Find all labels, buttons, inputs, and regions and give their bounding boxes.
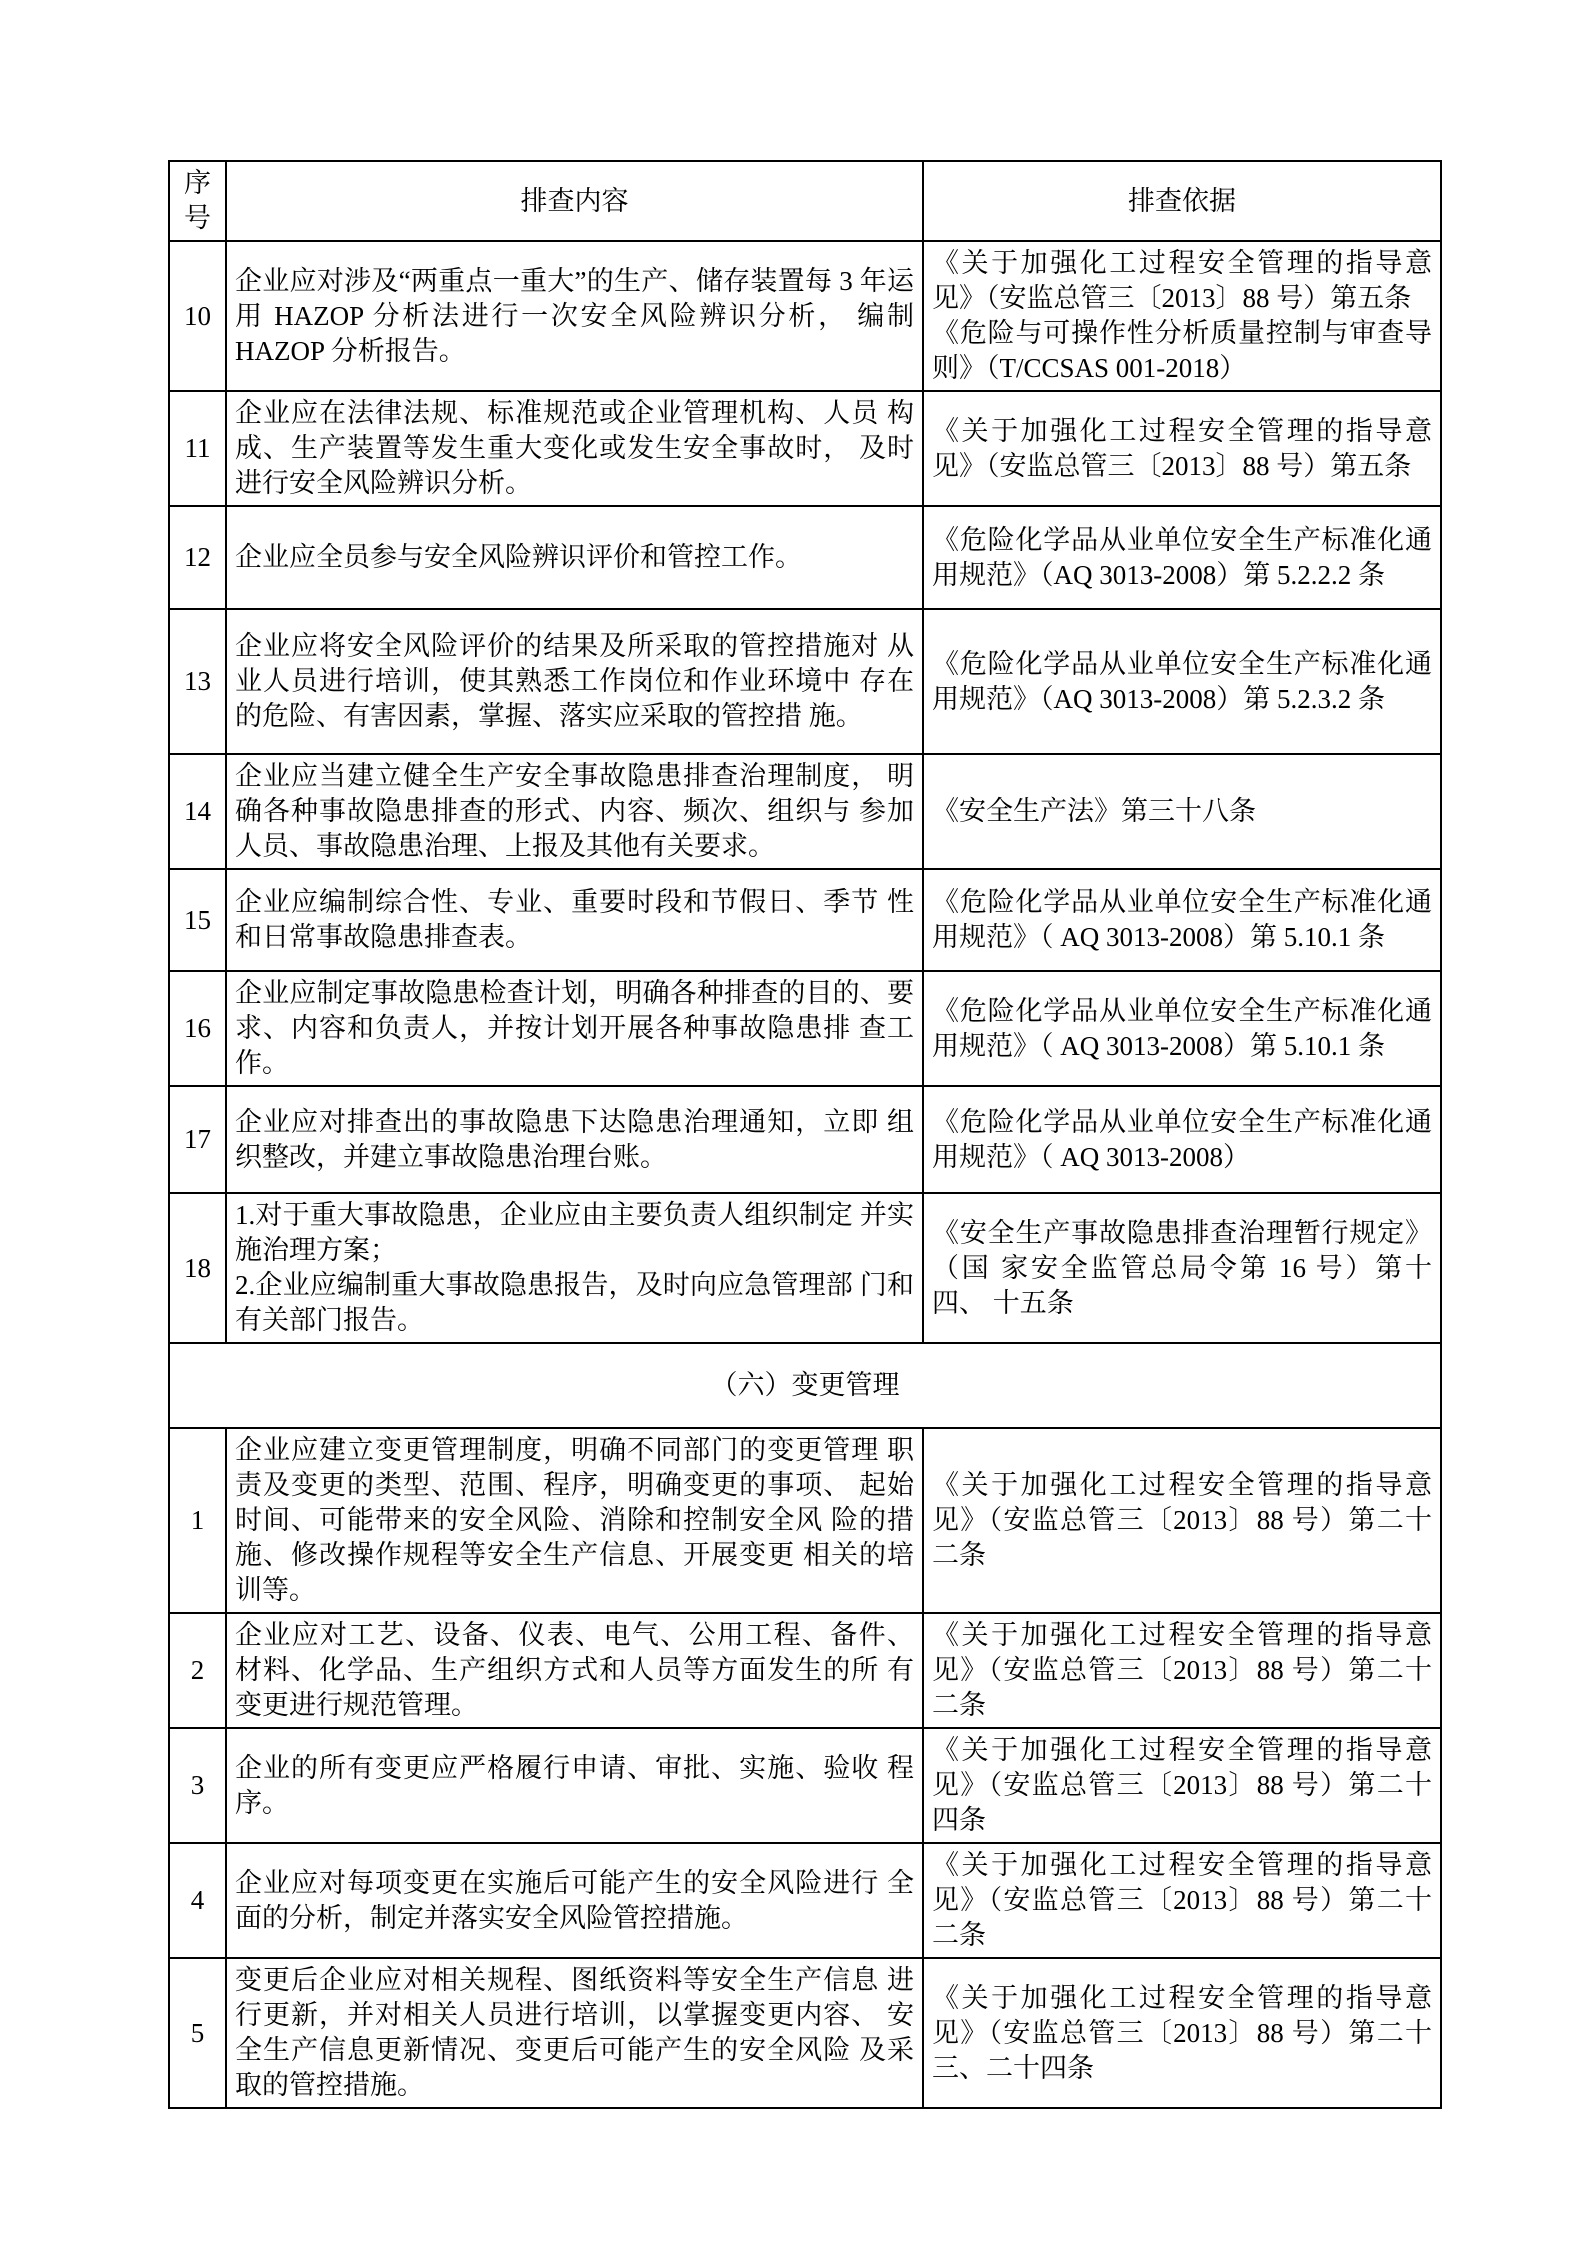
- table-row: [169, 1193, 1441, 1343]
- table-row: [169, 1086, 1441, 1193]
- basis-paragraph: 《关于加强化工过程安全管理的指导意 见》（安监总管三〔2013〕88 号）第二十 二条: [932, 1850, 1432, 1950]
- basis-paragraph: 《危险化学品从业单位安全生产标准化通 用规范》（ AQ 3013-2008）第 5.10.1 条: [932, 995, 1432, 1061]
- basis-paragraph: 《安全生产法》第三十八条: [932, 796, 1256, 826]
- row-content: 企业应对工艺、设备、仪表、电气、公用工程、备件、 材料、化学品、生产组织方式和人员等方面发生的所 有变更进行规范管理。: [226, 1613, 923, 1728]
- row-basis: [923, 241, 1441, 391]
- table-row: [169, 1428, 1441, 1613]
- table-row: [169, 609, 1441, 754]
- row-basis: [923, 971, 1441, 1086]
- row-content: 企业应在法律法规、标准规范或企业管理机构、人员 构成、生产装置等发生重大变化或发生安全事故时， 及时进行安全风险辨识分析。: [226, 391, 923, 506]
- row-content: 企业应将安全风险评价的结果及所采取的管控措施对 从业人员进行培训，使其熟悉工作岗位和作业环境中 存在的危险、有害因素，掌握、落实应采取的管控措 施。: [226, 609, 923, 754]
- row-number: 3: [169, 1728, 226, 1843]
- row-content: 企业应当建立健全生产安全事故隐患排查治理制度， 明确各种事故隐患排查的形式、内容、频次、组织与 参加人员、事故隐患治理、上报及其他有关要求。: [226, 754, 923, 869]
- row-basis: [923, 1086, 1441, 1193]
- row-number: 14: [169, 754, 226, 869]
- basis-paragraph: 《危险化学品从业单位安全生产标准化通 用规范》（AQ 3013-2008）第 5.2.3.2 条: [932, 648, 1432, 714]
- content-paragraph: 1.对于重大事故隐患，企业应由主要负责人组织制定 并实施治理方案；: [235, 1200, 914, 1265]
- row-number: 11: [169, 391, 226, 506]
- row-number: 4: [169, 1843, 226, 1958]
- row-number: 18: [169, 1193, 226, 1343]
- table-row: [169, 506, 1441, 609]
- row-basis: [923, 391, 1441, 506]
- row-content: 企业应制定事故隐患检查计划，明确各种排查的目的、要 求、内容和负责人，并按计划开展各种事故隐患排 查工作。: [226, 971, 923, 1086]
- row-number: 15: [169, 869, 226, 971]
- basis-paragraph: 《关于加强化工过程安全管理的指导意 见》（安监总管三〔2013〕88 号）第二十 二条: [932, 1470, 1432, 1570]
- row-content: 企业应建立变更管理制度，明确不同部门的变更管理 职责及变更的类型、范围、程序，明确变更的事项、 起始时间、可能带来的安全风险、消除和控制安全风 险的措施、修改操作规程等安全生产信息、开展变更 相关的培训等。: [226, 1428, 923, 1613]
- row-basis: [923, 869, 1441, 971]
- row-content: 变更后企业应对相关规程、图纸资料等安全生产信息 进行更新，并对相关人员进行培训，以掌握变更内容、 安全生产信息更新情况、变更后可能产生的安全风险 及采取的管控措施。: [226, 1958, 923, 2108]
- row-basis: [923, 1728, 1441, 1843]
- basis-paragraph: 《关于加强化工过程安全管理的指导意 见》（安监总管三〔2013〕88 号）第二十 三、二十四条: [932, 1982, 1432, 2083]
- inspection-table: [168, 160, 1442, 2109]
- row-number: 10: [169, 241, 226, 391]
- section-title: （六）变更管理: [169, 1343, 1441, 1428]
- table-row: [169, 1613, 1441, 1728]
- section-header-row: [169, 1343, 1441, 1428]
- row-content: 企业应编制综合性、专业、重要时段和节假日、季节 性和日常事故隐患排查表。: [226, 869, 923, 971]
- table-row: [169, 869, 1441, 971]
- row-content: [226, 1193, 923, 1343]
- table-row: [169, 1728, 1441, 1843]
- table-row: [169, 754, 1441, 869]
- basis-paragraph: 《关于加强化工过程安全管理的指导意 见》（安监总管三〔2013〕88 号）第五条: [932, 415, 1432, 481]
- row-basis: [923, 609, 1441, 754]
- row-content: 企业应全员参与安全风险辨识评价和管控工作。: [226, 506, 923, 609]
- row-content: 企业的所有变更应严格履行申请、审批、实施、验收 程序。: [226, 1728, 923, 1843]
- row-number: 17: [169, 1086, 226, 1193]
- basis-paragraph: 《关于加强化工过程安全管理的指导意 见》（安监总管三〔2013〕88 号）第五条: [932, 248, 1432, 313]
- basis-paragraph: 《安全生产事故隐患排查治理暂行规定》（国 家安全监管总局令第 16 号）第十四、 十五条: [932, 1217, 1432, 1318]
- row-number: 2: [169, 1613, 226, 1728]
- basis-paragraph: 《关于加强化工过程安全管理的指导意 见》（安监总管三〔2013〕88 号）第二十 二条: [932, 1620, 1432, 1720]
- table-row: [169, 1958, 1441, 2108]
- basis-paragraph: 《危险化学品从业单位安全生产标准化通 用规范》（AQ 3013-2008）第 5.2.2.2 条: [932, 524, 1432, 590]
- table-row: [169, 1843, 1441, 1958]
- row-basis: [923, 1613, 1441, 1728]
- row-content: 企业应对涉及“两重点一重大”的生产、储存装置每 3 年运用 HAZOP 分析法进行一次安全风险辨识分析， 编制 HAZOP 分析报告。: [226, 241, 923, 391]
- row-number: 5: [169, 1958, 226, 2108]
- table-row: [169, 391, 1441, 506]
- col-content-header: 排查内容: [226, 161, 923, 241]
- col-basis-header: 排查依据: [923, 161, 1441, 241]
- row-number: 12: [169, 506, 226, 609]
- basis-paragraph: 《危险与可操作性分析质量控制与审查导 则》（T/CCSAS 001-2018）: [932, 318, 1432, 383]
- row-content: 企业应对排查出的事故隐患下达隐患治理通知，立即 组织整改，并建立事故隐患治理台账。: [226, 1086, 923, 1193]
- row-basis: [923, 506, 1441, 609]
- basis-paragraph: 《危险化学品从业单位安全生产标准化通 用规范》（ AQ 3013-2008）第 5.10.1 条: [932, 887, 1432, 952]
- col-no-header: 序号: [169, 161, 226, 241]
- row-basis: [923, 1958, 1441, 2108]
- row-basis: [923, 754, 1441, 869]
- content-paragraph: 2.企业应编制重大事故隐患报告，及时向应急管理部 门和有关部门报告。: [235, 1270, 914, 1335]
- row-number: 13: [169, 609, 226, 754]
- row-content: 企业应对每项变更在实施后可能产生的安全风险进行 全面的分析，制定并落实安全风险管控措施。: [226, 1843, 923, 1958]
- row-number: 1: [169, 1428, 226, 1613]
- basis-paragraph: 《关于加强化工过程安全管理的指导意 见》（安监总管三〔2013〕88 号）第二十 四条: [932, 1735, 1432, 1835]
- header-row: [169, 161, 1441, 241]
- row-basis: [923, 1428, 1441, 1613]
- table-row: [169, 241, 1441, 391]
- row-basis: [923, 1193, 1441, 1343]
- row-number: 16: [169, 971, 226, 1086]
- row-basis: [923, 1843, 1441, 1958]
- table-row: [169, 971, 1441, 1086]
- basis-paragraph: 《危险化学品从业单位安全生产标准化通 用规范》（ AQ 3013-2008）: [932, 1106, 1432, 1172]
